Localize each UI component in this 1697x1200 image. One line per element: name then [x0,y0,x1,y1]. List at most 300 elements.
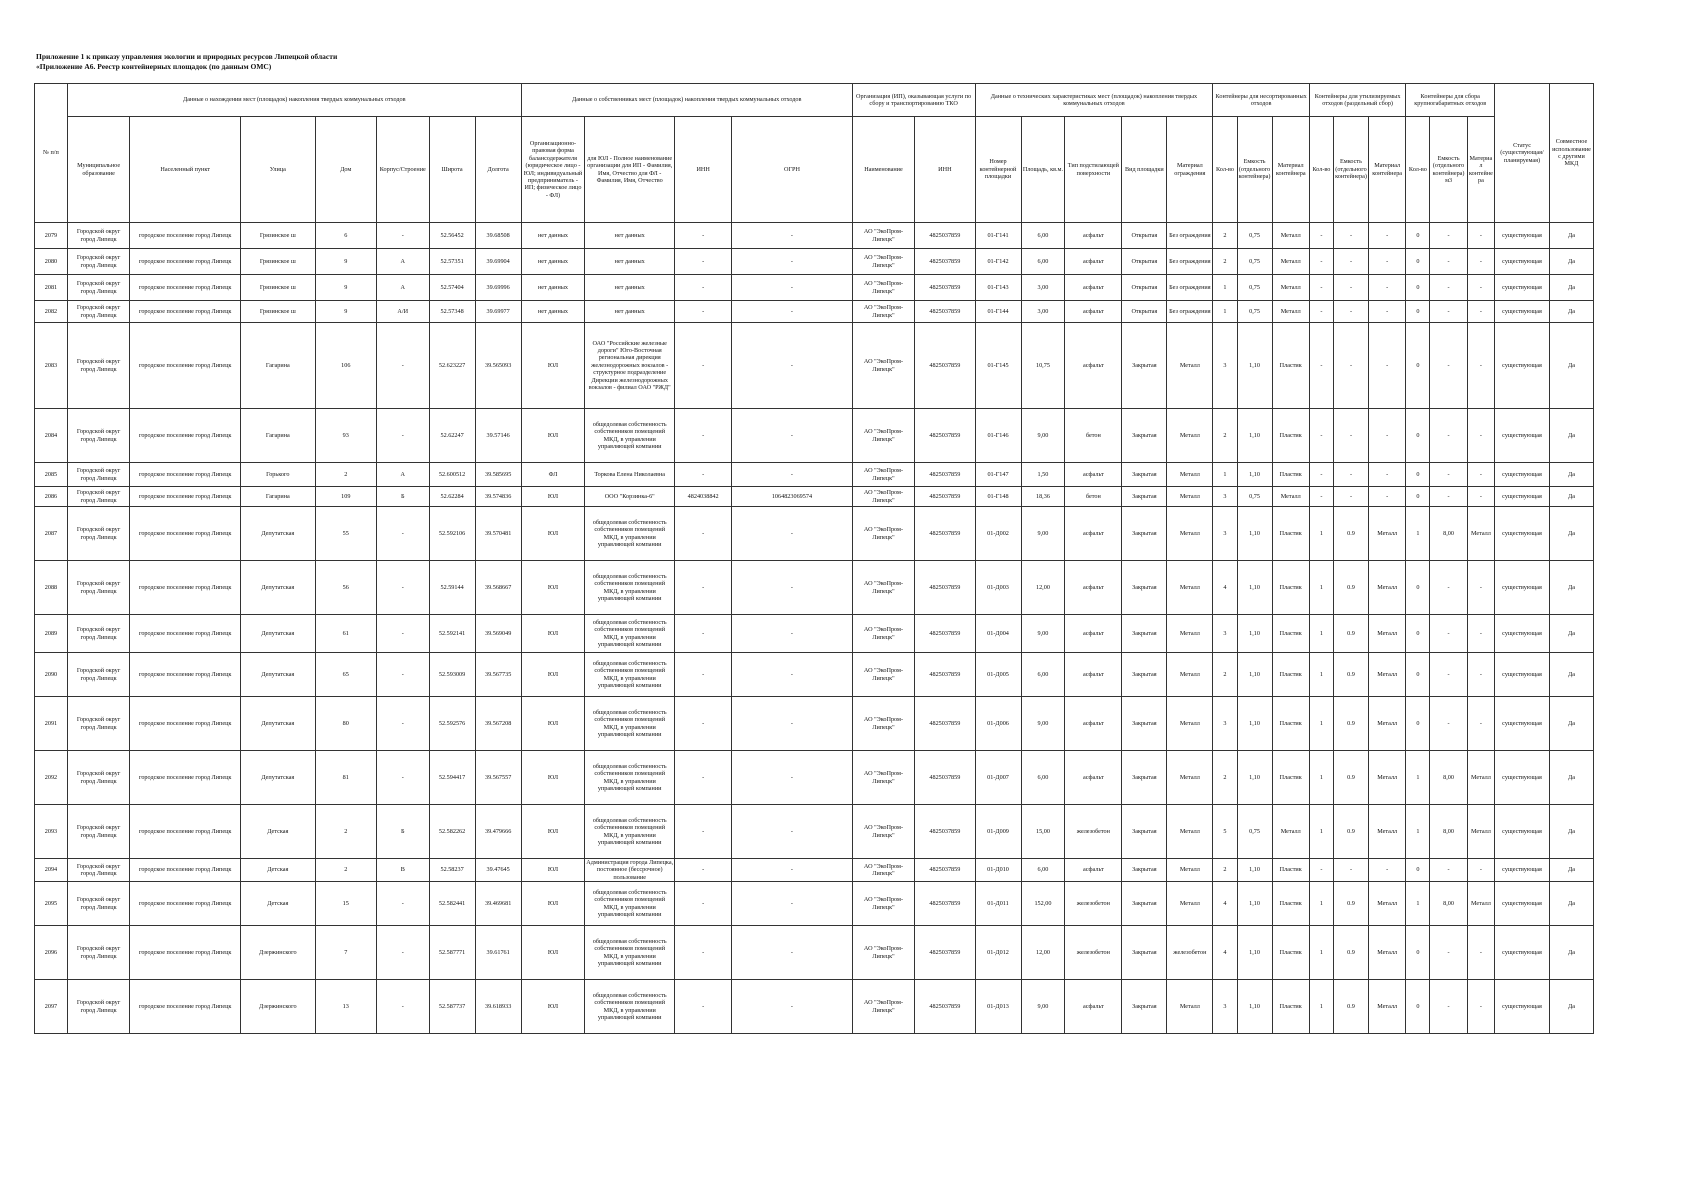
cell-row-number: 2083 [35,323,68,409]
cell-recyclable-qty: - [1309,301,1333,323]
cell-owner-name: Торкова Елена Николаевна [585,463,675,487]
cell-municipality: Городской округ город Липецк [67,463,129,487]
col-unsorted-material: Материал контейнера [1272,117,1309,223]
cell-owner-name: нет данных [585,301,675,323]
cell-owner-inn: - [675,751,732,805]
cell-area: 9,00 [1021,409,1065,463]
cell-row-number: 2081 [35,275,68,301]
cell-site-type: Закрытая [1122,697,1167,751]
cell-fence-material: Без ограждения [1167,275,1213,301]
cell-recyclable-volume: - [1333,487,1368,507]
cell-bulky-volume: - [1430,249,1467,275]
cell-shared-use: Да [1549,507,1593,561]
cell-surface: асфальт [1065,980,1122,1034]
cell-latitude: 52.592141 [429,615,475,653]
cell-building: Б [376,805,429,859]
cell-area: 9,00 [1021,980,1065,1034]
cell-surface: асфальт [1065,653,1122,697]
cell-area: 6,00 [1021,751,1065,805]
cell-site-number: 01-Д011 [975,882,1021,926]
cell-bulky-material: - [1467,653,1494,697]
group-recyclable: Контейнеры для утилизируемых отходов (раздельный сбор) [1309,84,1405,117]
cell-unsorted-material: Пластик [1272,653,1309,697]
cell-building: - [376,323,429,409]
cell-municipality: Городской округ город Липецк [67,859,129,882]
cell-latitude: 52.623227 [429,323,475,409]
cell-recyclable-volume: 0.9 [1333,697,1368,751]
cell-unsorted-volume: 1,10 [1237,859,1272,882]
cell-bulky-qty: 1 [1406,805,1430,859]
cell-recyclable-volume: 0.9 [1333,653,1368,697]
cell-bulky-volume: - [1430,653,1467,697]
cell-row-number: 2096 [35,926,68,980]
cell-legal-form: ЮЛ [521,507,585,561]
cell-owner-name: общедолевая собственность собственников помещений МКД, в управлении управляющей компании [585,615,675,653]
cell-status: существующая [1495,275,1550,301]
cell-municipality: Городской округ город Липецк [67,323,129,409]
cell-owner-ogrn: 1064823069574 [732,487,853,507]
col-lon: Долгота [475,117,521,223]
cell-fence-material: Металл [1167,615,1213,653]
cell-recyclable-material: - [1369,859,1406,882]
col-owner-name: для ЮЛ - Полное наименование организации для ИП - Фамилия, Имя, Отчество для ФЛ - Фамилия, Имя, Отчество [585,117,675,223]
cell-unsorted-qty: 2 [1213,409,1237,463]
cell-latitude: 52.592106 [429,507,475,561]
cell-recyclable-qty: 1 [1309,882,1333,926]
cell-recyclable-qty: 1 [1309,697,1333,751]
cell-site-number: 01-Г145 [975,323,1021,409]
cell-latitude: 52.587737 [429,980,475,1034]
cell-house: 2 [315,859,376,882]
cell-row-number: 2090 [35,653,68,697]
cell-surface: асфальт [1065,751,1122,805]
cell-owner-inn: - [675,223,732,249]
cell-building: - [376,751,429,805]
cell-area: 9,00 [1021,507,1065,561]
cell-operator-name: АО "ЭкоПром-Липецк" [852,409,914,463]
table-row [35,223,1594,249]
cell-legal-form: ЮЛ [521,653,585,697]
cell-recyclable-qty: - [1309,409,1333,463]
cell-unsorted-qty: 4 [1213,926,1237,980]
col-street: Улица [241,117,316,223]
cell-surface: асфальт [1065,323,1122,409]
cell-settlement: городское поселение город Липецк [130,859,241,882]
cell-recyclable-volume: - [1333,275,1368,301]
cell-owner-name: общедолевая собственность собственников помещений МКД, в управлении управляющей компании [585,409,675,463]
cell-fence-material: Металл [1167,980,1213,1034]
cell-unsorted-qty: 4 [1213,561,1237,615]
cell-latitude: 52.56452 [429,223,475,249]
cell-longitude: 39.69904 [475,249,521,275]
col-building: Корпус/Строение [376,117,429,223]
cell-latitude: 52.600512 [429,463,475,487]
table-row [35,859,1594,882]
cell-house: 13 [315,980,376,1034]
cell-house: 109 [315,487,376,507]
cell-street: Депутатская [241,697,316,751]
cell-bulky-qty: 0 [1406,487,1430,507]
cell-shared-use: Да [1549,653,1593,697]
cell-recyclable-material: Металл [1369,653,1406,697]
cell-legal-form: нет данных [521,275,585,301]
cell-street: Грязинское ш [241,301,316,323]
col-bulky-qty: Кол-во [1406,117,1430,223]
cell-unsorted-material: Металл [1272,223,1309,249]
cell-operator-inn: 4825037859 [915,882,975,926]
cell-legal-form: ЮЛ [521,751,585,805]
cell-recyclable-volume: 0.9 [1333,751,1368,805]
cell-fence-material: железобетон [1167,926,1213,980]
cell-settlement: городское поселение город Липецк [130,805,241,859]
cell-owner-inn: - [675,615,732,653]
cell-row-number: 2082 [35,301,68,323]
cell-legal-form: нет данных [521,249,585,275]
cell-operator-inn: 4825037859 [915,653,975,697]
cell-bulky-material: Металл [1467,805,1494,859]
cell-area: 1,50 [1021,463,1065,487]
cell-recyclable-qty: 1 [1309,561,1333,615]
cell-row-number: 2088 [35,561,68,615]
cell-house: 80 [315,697,376,751]
cell-operator-inn: 4825037859 [915,697,975,751]
cell-shared-use: Да [1549,805,1593,859]
cell-surface: железобетон [1065,926,1122,980]
cell-unsorted-volume: 1,10 [1237,409,1272,463]
cell-unsorted-qty: 1 [1213,463,1237,487]
cell-bulky-qty: 0 [1406,249,1430,275]
cell-unsorted-volume: 1,10 [1237,751,1272,805]
cell-building: - [376,507,429,561]
cell-site-number: 01-Д003 [975,561,1021,615]
cell-settlement: городское поселение город Липецк [130,561,241,615]
cell-fence-material: Металл [1167,697,1213,751]
table-row [35,615,1594,653]
cell-owner-inn: - [675,275,732,301]
cell-bulky-material: - [1467,409,1494,463]
cell-recyclable-material: Металл [1369,751,1406,805]
cell-surface: асфальт [1065,223,1122,249]
cell-area: 9,00 [1021,615,1065,653]
cell-site-number: 01-Д009 [975,805,1021,859]
cell-owner-ogrn: - [732,301,853,323]
cell-unsorted-material: Пластик [1272,463,1309,487]
cell-unsorted-volume: 0,75 [1237,275,1272,301]
cell-surface: асфальт [1065,249,1122,275]
cell-recyclable-material: - [1369,409,1406,463]
cell-shared-use: Да [1549,301,1593,323]
cell-unsorted-volume: 0,75 [1237,487,1272,507]
group-location: Данные о нахождении мест (площадок) накопления твердых коммунальных отходов [67,84,521,117]
cell-latitude: 52.62247 [429,409,475,463]
cell-owner-ogrn: - [732,805,853,859]
cell-bulky-qty: 0 [1406,301,1430,323]
cell-row-number: 2091 [35,697,68,751]
cell-operator-name: АО "ЭкоПром-Липецк" [852,301,914,323]
cell-longitude: 39.565093 [475,323,521,409]
table-row [35,409,1594,463]
cell-longitude: 39.68508 [475,223,521,249]
cell-unsorted-material: Пластик [1272,697,1309,751]
cell-unsorted-qty: 3 [1213,487,1237,507]
cell-status: существующая [1495,805,1550,859]
cell-longitude: 39.69996 [475,275,521,301]
col-recyclable-material: Материал контейнера [1369,117,1406,223]
table-row [35,751,1594,805]
cell-municipality: Городской округ город Липецк [67,301,129,323]
cell-owner-inn: 4824038842 [675,487,732,507]
cell-area: 18,36 [1021,487,1065,507]
group-unsorted: Контейнеры для несортированных отходов [1213,84,1309,117]
cell-bulky-volume: - [1430,409,1467,463]
cell-site-type: Закрытая [1122,980,1167,1034]
cell-bulky-material: Металл [1467,882,1494,926]
cell-recyclable-volume: 0.9 [1333,882,1368,926]
cell-site-number: 01-Г143 [975,275,1021,301]
cell-operator-inn: 4825037859 [915,223,975,249]
cell-operator-inn: 4825037859 [915,487,975,507]
cell-fence-material: Без ограждения [1167,223,1213,249]
cell-bulky-material: - [1467,697,1494,751]
col-recyclable-qty: Кол-во [1309,117,1333,223]
cell-owner-inn: - [675,859,732,882]
cell-operator-inn: 4825037859 [915,249,975,275]
cell-bulky-volume: 8,00 [1430,805,1467,859]
cell-building: - [376,653,429,697]
cell-legal-form: ЮЛ [521,409,585,463]
cell-recyclable-volume: - [1333,301,1368,323]
cell-latitude: 52.59144 [429,561,475,615]
cell-owner-name: общедолевая собственность собственников помещений МКД, в управлении управляющей компании [585,697,675,751]
cell-latitude: 52.62284 [429,487,475,507]
col-bulky-volume: Емкость (отдельного контейнера) м3 [1430,117,1467,223]
cell-fence-material: Металл [1167,561,1213,615]
cell-municipality: Городской округ город Липецк [67,882,129,926]
table-row [35,926,1594,980]
cell-owner-inn: - [675,409,732,463]
cell-fence-material: Металл [1167,409,1213,463]
table-row [35,275,1594,301]
cell-longitude: 39.568667 [475,561,521,615]
cell-site-number: 01-Г147 [975,463,1021,487]
cell-row-number: 2093 [35,805,68,859]
cell-owner-ogrn: - [732,507,853,561]
cell-site-number: 01-Д002 [975,507,1021,561]
table-row [35,323,1594,409]
cell-street: Горького [241,463,316,487]
cell-unsorted-qty: 1 [1213,275,1237,301]
cell-area: 3,00 [1021,301,1065,323]
cell-recyclable-material: Металл [1369,615,1406,653]
cell-bulky-material: - [1467,615,1494,653]
cell-shared-use: Да [1549,409,1593,463]
cell-operator-inn: 4825037859 [915,805,975,859]
cell-area: 3,00 [1021,275,1065,301]
cell-legal-form: ФЛ [521,463,585,487]
cell-bulky-qty: 0 [1406,323,1430,409]
cell-bulky-material: - [1467,487,1494,507]
cell-unsorted-material: Пластик [1272,507,1309,561]
cell-longitude: 39.574836 [475,487,521,507]
cell-longitude: 39.569049 [475,615,521,653]
cell-row-number: 2085 [35,463,68,487]
table-row [35,463,1594,487]
col-num: № п/п [35,84,68,223]
cell-operator-name: АО "ЭкоПром-Липецк" [852,223,914,249]
cell-row-number: 2084 [35,409,68,463]
cell-unsorted-volume: 1,10 [1237,653,1272,697]
cell-longitude: 39.570481 [475,507,521,561]
cell-fence-material: Металл [1167,751,1213,805]
cell-bulky-material: - [1467,463,1494,487]
cell-longitude: 39.61761 [475,926,521,980]
cell-owner-ogrn: - [732,697,853,751]
cell-bulky-material: - [1467,223,1494,249]
cell-street: Дзержинского [241,980,316,1034]
cell-bulky-material: - [1467,926,1494,980]
cell-owner-ogrn: - [732,561,853,615]
cell-house: 6 [315,223,376,249]
cell-site-type: Открытая [1122,249,1167,275]
cell-house: 56 [315,561,376,615]
cell-bulky-material: - [1467,561,1494,615]
cell-operator-name: АО "ЭкоПром-Липецк" [852,507,914,561]
cell-site-type: Закрытая [1122,859,1167,882]
cell-recyclable-material: - [1369,323,1406,409]
cell-longitude: 39.47645 [475,859,521,882]
table-row [35,487,1594,507]
cell-owner-inn: - [675,507,732,561]
cell-bulky-volume: - [1430,463,1467,487]
cell-site-number: 01-Г144 [975,301,1021,323]
cell-status: существующая [1495,301,1550,323]
cell-operator-name: АО "ЭкоПром-Липецк" [852,805,914,859]
cell-longitude: 39.469681 [475,882,521,926]
cell-owner-ogrn: - [732,323,853,409]
header-line-2: «Приложение А6. Реестр контейнерных площадок (по данным ОМС) [36,62,272,71]
cell-recyclable-qty: 1 [1309,653,1333,697]
cell-municipality: Городской округ город Липецк [67,615,129,653]
cell-unsorted-volume: 0,75 [1237,223,1272,249]
cell-unsorted-material: Пластик [1272,882,1309,926]
group-operator: Организация (ИП), оказывающая услуги по сбору и транспортированию ТКО [852,84,975,117]
cell-site-type: Закрытая [1122,323,1167,409]
cell-recyclable-volume: - [1333,249,1368,275]
cell-longitude: 39.567735 [475,653,521,697]
cell-house: 106 [315,323,376,409]
cell-unsorted-volume: 1,10 [1237,615,1272,653]
cell-municipality: Городской округ город Липецк [67,223,129,249]
cell-row-number: 2089 [35,615,68,653]
col-ogrn: ОГРН [732,117,853,223]
cell-recyclable-qty: - [1309,487,1333,507]
cell-latitude: 52.57348 [429,301,475,323]
cell-operator-name: АО "ЭкоПром-Липецк" [852,463,914,487]
cell-status: существующая [1495,926,1550,980]
cell-recyclable-qty: 1 [1309,980,1333,1034]
cell-unsorted-material: Пластик [1272,561,1309,615]
cell-bulky-qty: 0 [1406,463,1430,487]
cell-status: существующая [1495,487,1550,507]
cell-recyclable-material: - [1369,249,1406,275]
cell-street: Детская [241,882,316,926]
col-operator-name: Наименование [852,117,914,223]
cell-street: Депутатская [241,653,316,697]
cell-bulky-material: Металл [1467,751,1494,805]
cell-legal-form: нет данных [521,301,585,323]
cell-owner-ogrn: - [732,653,853,697]
cell-street: Грязинское ш [241,249,316,275]
table-row [35,882,1594,926]
cell-site-type: Закрытая [1122,751,1167,805]
cell-site-type: Закрытая [1122,507,1167,561]
cell-recyclable-volume: 0.9 [1333,615,1368,653]
cell-owner-name: общедолевая собственность собственников помещений МКД, в управлении управляющей компании [585,926,675,980]
cell-status: существующая [1495,249,1550,275]
cell-owner-name: нет данных [585,275,675,301]
cell-municipality: Городской округ город Липецк [67,926,129,980]
cell-shared-use: Да [1549,463,1593,487]
cell-site-number: 01-Д004 [975,615,1021,653]
cell-building: - [376,409,429,463]
cell-bulky-volume: 8,00 [1430,882,1467,926]
cell-bulky-qty: 1 [1406,751,1430,805]
cell-owner-name: общедолевая собственность собственников помещений МКД, в управлении управляющей компании [585,882,675,926]
cell-site-type: Закрытая [1122,463,1167,487]
cell-operator-inn: 4825037859 [915,859,975,882]
cell-owner-name: общедолевая собственность собственников помещений МКД, в управлении управляющей компании [585,653,675,697]
cell-owner-name: общедолевая собственность собственников помещений МКД, в управлении управляющей компании [585,561,675,615]
cell-site-type: Закрытая [1122,805,1167,859]
cell-municipality: Городской округ город Липецк [67,980,129,1034]
col-unsorted-qty: Кол-во [1213,117,1237,223]
cell-operator-name: АО "ЭкоПром-Липецк" [852,751,914,805]
cell-site-type: Закрытая [1122,487,1167,507]
cell-operator-name: АО "ЭкоПром-Липецк" [852,882,914,926]
cell-building: А [376,249,429,275]
cell-surface: бетон [1065,487,1122,507]
cell-settlement: городское поселение город Липецк [130,275,241,301]
cell-site-type: Закрытая [1122,615,1167,653]
col-shared: Совместное использование с другими МКД [1549,84,1593,223]
cell-longitude: 39.57146 [475,409,521,463]
cell-unsorted-qty: 3 [1213,697,1237,751]
cell-house: 93 [315,409,376,463]
cell-recyclable-volume: 0.9 [1333,805,1368,859]
cell-row-number: 2092 [35,751,68,805]
cell-legal-form: ЮЛ [521,926,585,980]
cell-house: 9 [315,301,376,323]
cell-house: 81 [315,751,376,805]
cell-site-type: Открытая [1122,301,1167,323]
cell-operator-inn: 4825037859 [915,926,975,980]
cell-street: Детская [241,805,316,859]
cell-recyclable-volume: 0.9 [1333,561,1368,615]
cell-recyclable-material: - [1369,275,1406,301]
cell-longitude: 39.618933 [475,980,521,1034]
cell-surface: асфальт [1065,561,1122,615]
cell-municipality: Городской округ город Липецк [67,507,129,561]
cell-longitude: 39.69977 [475,301,521,323]
container-sites-registry-table [34,83,1594,1034]
cell-house: 2 [315,463,376,487]
cell-recyclable-qty: - [1309,859,1333,882]
cell-building: - [376,697,429,751]
cell-area: 9,00 [1021,697,1065,751]
cell-settlement: городское поселение город Липецк [130,615,241,653]
cell-street: Гагарина [241,409,316,463]
cell-surface: железобетон [1065,805,1122,859]
